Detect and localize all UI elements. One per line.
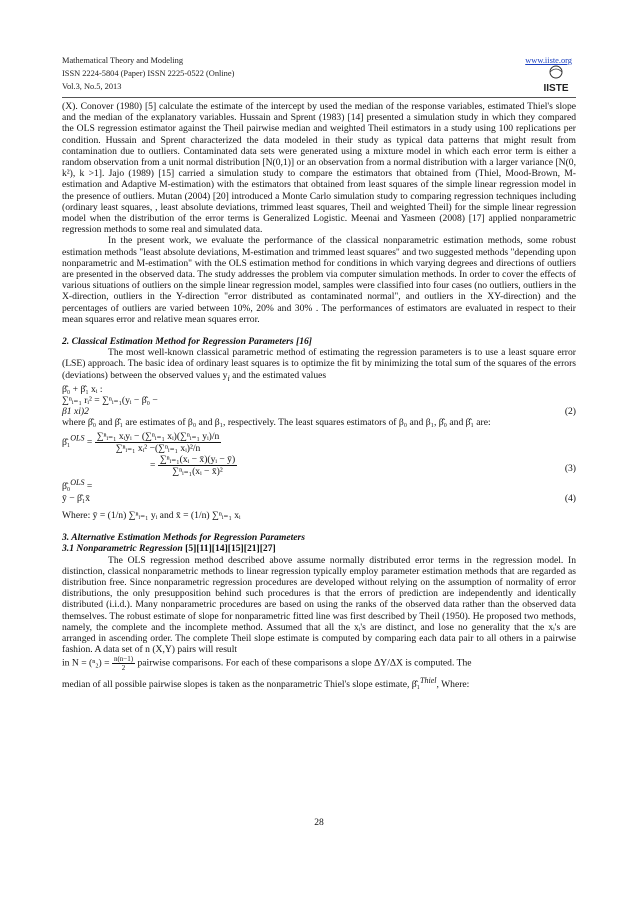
equation-4-line1: β̂₀$^{OLS}$ =: [62, 478, 93, 493]
logo-text: IISTE: [543, 83, 569, 94]
iiste-logo: [536, 64, 576, 94]
article-body: [62, 101, 576, 691]
equation-2-line1: ∑ⁿᵢ₌₁ rᵢ² = ∑ⁿᵢ₌₁(yᵢ − β̂₀ −: [62, 394, 158, 406]
equation-3-b: = $\frac{\text{∑ⁿᵢ₌₁(xᵢ − x̄)(yᵢ − ȳ)}}{\text{∑ⁿᵢ₌₁(xᵢ − x̄)²}}$ (3): [150, 454, 576, 478]
section-heading-3: 3. Alternative Estimation Methods for Regression Parameters: [62, 532, 305, 544]
equation-2-line2: β1 xi)2 (2): [62, 406, 576, 418]
equation-fitted: β̂₀ + β̂₁ xᵢ :: [62, 383, 103, 395]
equation-3-number: (3): [564, 463, 576, 474]
equation-3-a: β̂₁$^{OLS}$ = $\frac{\text{∑ⁿᵢ₌₁ xᵢyᵢ − (∑ⁿᵢ₌₁ xᵢ)(∑ⁿᵢ₌₁ yᵢ)/n}}{\text{∑ⁿᵢ₌₁ xᵢ² −(∑ⁿᵢ₌₁ xᵢ)²/n}}$: [62, 430, 220, 454]
paragraph-present-work: In the present work, we evaluate the performance of the classical nonparametric estimation methods, some robust estimation methods "least absolute deviations, M-estimation and trimmed least squares" and two suggested methods "depending upon nonparametric and M-estimation" with the OLS estimation method for conditions in which varying degrees and directions of outliers are presented in the observed data. The study addresses the problem via computer simulation methods. In order to cover the effects of various situations of outliers on the simple linear regression model, samples were classified into four cases (no outliers, outliers in the X-direction, outliers in the Y-direction "error distributed as contaminated normal", and outliers in the XY-direction) and the percentages of outliers are varied between 10%, 20% and 30% . The performances of estimators are evaluated in respect to their mean squares error and relative mean squares error.: [62, 235, 576, 325]
paragraph-theil-median: median of all possible pairwise slopes is taken as the nonparametric Thiel's slope estimate, β̂₁$^{Thiel}$, Where:: [62, 676, 470, 691]
journal-url-link[interactable]: www.iiste.org: [525, 56, 572, 65]
header-rule: [62, 97, 576, 98]
equation-4-line2: ȳ − β̂₁x̄ (4): [62, 492, 576, 504]
paragraph-pairwise: in N = (ⁿ₂) = $\frac{n(n-1)}{2}$ pairwise comparisons. For each of these comparisons a slope ΔY/ΔX is computed. The: [62, 655, 472, 673]
paragraph-intro: (X). Conover (1980) [5] calculate the estimate of the intercept by used the median of the response variables, estimated Thiel's slope and the median of the explanatory variables. Hussain and Sprent (1983) [14] presented a simulation study in which they compared the OLS regression estimator against the Theil pairwise median and weighted Theil estimators in a study using 100 replications per condition. Hussain and Sprent characterized the data modeled in their study as typical data patterns that might result from contamination due to outliers. Contaminated data sets were generated using a mixture model in which each error term is either a random observation from a unit normal distribution [N(0,1)] or an observation from a normal distribution with a larger variance [N(0, k²), k >1]. Jajo (1989) [15] carried a simulation study to compare the estimators that obtained from (Thiel, Mood-Brown, M-estimation and Adaptive M-estimation) with the estimators that obtained from least squares of the simple linear regression model in the presence of outliers. Mutan (2004) [20] introduced a Monte Carlo simulation study to comparing regression techniques including (ordinary least squares, , least absolute deviations, trimmed least squares, Theil and weighted Theil) for the simple linear regression model when the distribution of the error terms is Generalized Logistic. Meenai and Yasmeen (2008) [17] applied nonparametric regression methods to some real and simulated data.: [62, 101, 576, 236]
paragraph-estimates: where β̂₀ and β̂₁ are estimates of β₀ and β₁, respectively. The least squares estimators of β₀ and β₁, β̂₀ and β̂₁ are:: [62, 417, 491, 429]
journal-issn: ISSN 2224-5804 (Paper) ISSN 2225-0522 (Online): [62, 69, 235, 78]
paragraph-lse: The most well-known classical parametric method of estimating the regression parameters is to use a least square error (LSE) approach. The basic idea of ordinary least squares is to optimize the fit by minimizing the total sum of the squares of the errors (deviations) between the observed values $y_i$ and the estimated values: [62, 347, 576, 383]
journal-name: Mathematical Theory and Modeling: [62, 56, 184, 65]
page-number: 28: [314, 817, 324, 828]
equation-4-number: (4): [564, 492, 576, 504]
section-heading-2: 2. Classical Estimation Method for Regression Parameters [16]: [62, 336, 312, 348]
equation-means: Where: ȳ = (1/n) ∑ⁿᵢ₌₁ yᵢ and x̄ = (1/n) ∑ⁿᵢ₌₁ xᵢ: [62, 510, 241, 521]
subsection-heading-3-1: 3.1 Nonparametric Regression [5][11][14][15][21][27]: [62, 543, 276, 555]
equation-2-number: (2): [564, 406, 576, 418]
journal-volume: Vol.3, No.5, 2013: [62, 82, 122, 91]
paragraph-nonparametric: The OLS regression method described above assume normally distributed error terms in the regression model. In distinction, classical nonparametric methods to linear regression typically employ parameter estimation methods that are regarded as distribution free. Since nonparametric regression procedures are developed without relying on the assumption of normality of error distributions, the only presupposition behind such procedures is that the errors of prediction are independently and identically distributed (i.i.d.). Many nonparametric procedures are based on using the ranks of the observed data rather than the observed data themselves. The robust estimate of slope for nonparametric fitted line was first described by Theil (1950). He proposed two methods, namely, the complete and the incomplete method. Assumed that all the xᵢ's are distinct, and lose no generality that the xᵢ's are arranged in ascending order. The complete Theil slope estimate is computed by comparing each data pair to all others in a pairwise fashion. A data set of n (X,Y) pairs will result: [62, 554, 576, 656]
